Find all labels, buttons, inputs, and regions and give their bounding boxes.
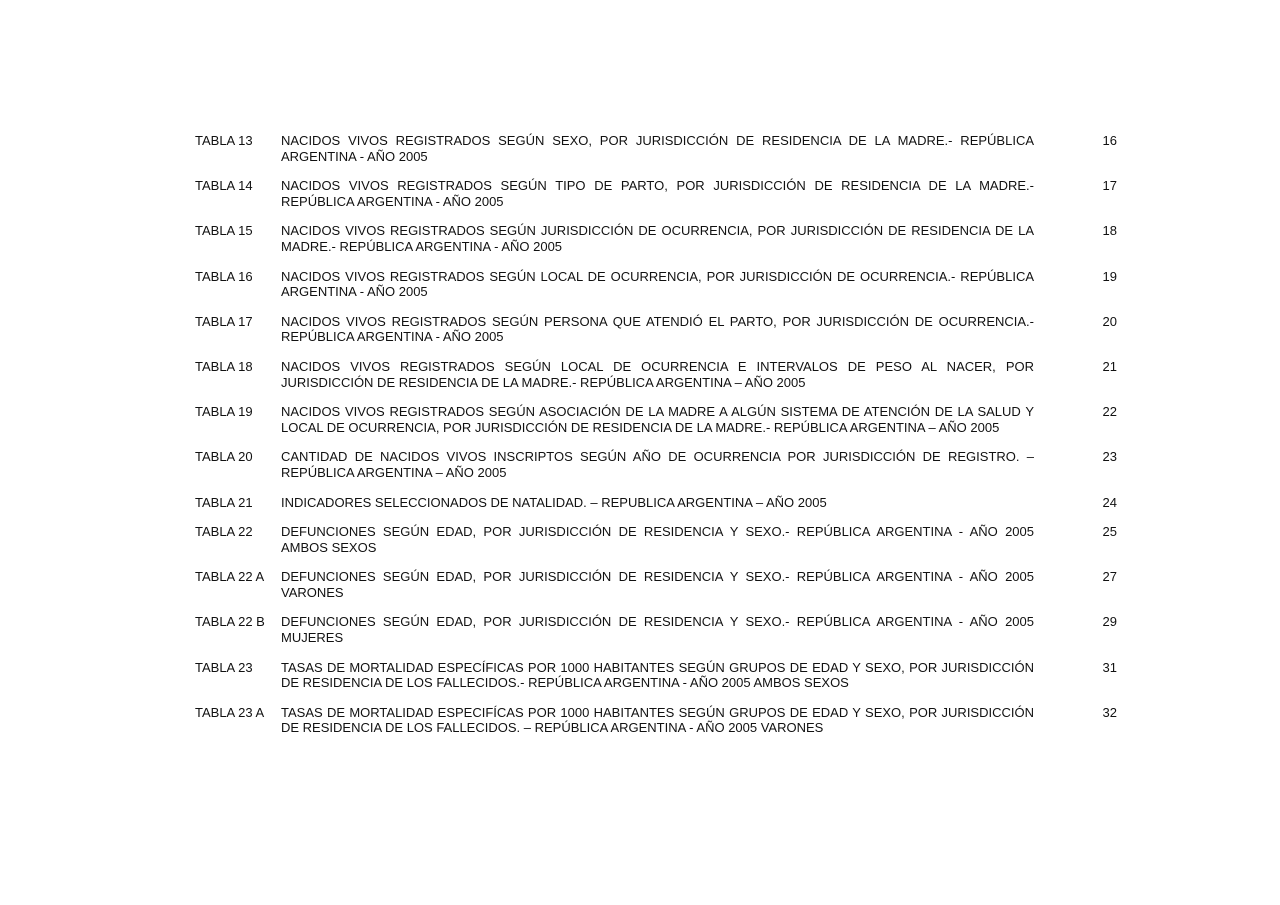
toc-entry-label: TABLA 15 bbox=[195, 223, 253, 239]
toc-entry-title: NACIDOS VIVOS REGISTRADOS SEGÚN JURISDICCIÓN DE OCURRENCIA, POR JURISDICCIÓN DE RESIDENCIA DE LA MADRE.- REPÚBLICA ARGENTINA - AÑO 2005 bbox=[281, 223, 1034, 254]
toc-entry bbox=[195, 614, 1125, 645]
toc-entry-title: INDICADORES SELECCIONADOS DE NATALIDAD. – REPUBLICA ARGENTINA – AÑO 2005 bbox=[281, 494, 827, 510]
toc-entry bbox=[195, 495, 1125, 511]
toc-entry-title: NACIDOS VIVOS REGISTRADOS SEGÚN PERSONA QUE ATENDIÓ EL PARTO, POR JURISDICCIÓN DE OCURRENCIA.- REPÚBLICA ARGENTINA - AÑO 2005 bbox=[281, 313, 1034, 345]
toc-entry bbox=[195, 569, 1125, 600]
toc-entry-page-number: 21 bbox=[1102, 358, 1117, 374]
toc-entry-label: TABLA 22 bbox=[195, 524, 253, 540]
toc-entry-label: TABLA 23 bbox=[195, 659, 253, 675]
toc-entry-title: NACIDOS VIVOS REGISTRADOS SEGÚN LOCAL DE OCURRENCIA, POR JURISDICCIÓN DE OCURRENCIA.- REPÚBLICA ARGENTINA - AÑO 2005 bbox=[281, 268, 1034, 300]
toc-entry-page-number: 31 bbox=[1102, 659, 1117, 675]
toc-entry bbox=[195, 705, 1125, 736]
toc-entry-page-number: 18 bbox=[1102, 223, 1117, 239]
toc-entry-label: TABLA 14 bbox=[195, 178, 253, 194]
toc-entry-page-number: 32 bbox=[1102, 704, 1117, 720]
toc-entry-title: NACIDOS VIVOS REGISTRADOS SEGÚN SEXO, POR JURISDICCIÓN DE RESIDENCIA DE LA MADRE.- REPÚBLICA ARGENTINA - AÑO 2005 bbox=[281, 133, 1034, 164]
toc-entry bbox=[195, 178, 1125, 209]
toc-entry-label: TABLA 22 A bbox=[195, 569, 265, 585]
toc-entry-title: DEFUNCIONES SEGÚN EDAD, POR JURISDICCIÓN DE RESIDENCIA Y SEXO.- REPÚBLICA ARGENTINA - AÑO 2005 VARONES bbox=[281, 569, 1034, 600]
toc-entry-label: TABLA 19 bbox=[195, 404, 253, 420]
toc-entry-title: CANTIDAD DE NACIDOS VIVOS INSCRIPTOS SEGÚN AÑO DE OCURRENCIA POR JURISDICCIÓN DE REGISTRO. – REPÚBLICA ARGENTINA – AÑO 2005 bbox=[281, 449, 1034, 480]
table-of-contents bbox=[195, 133, 1125, 750]
toc-entry-title: NACIDOS VIVOS REGISTRADOS SEGÚN TIPO DE PARTO, POR JURISDICCIÓN DE RESIDENCIA DE LA MADRE.- REPÚBLICA ARGENTINA - AÑO 2005 bbox=[281, 178, 1034, 209]
toc-entry bbox=[195, 524, 1125, 555]
toc-entry-label: TABLA 21 bbox=[195, 494, 253, 510]
toc-entry-title: TASAS DE MORTALIDAD ESPECÍFICAS POR 1000 HABITANTES SEGÚN GRUPOS DE EDAD Y SEXO, POR JURISDICCIÓN DE RESIDENCIA DE LOS FALLECIDOS.- REPÚBLICA ARGENTINA - AÑO 2005 AMBOS SEXOS bbox=[281, 659, 1034, 691]
toc-entry-title: DEFUNCIONES SEGÚN EDAD, POR JURISDICCIÓN DE RESIDENCIA Y SEXO.- REPÚBLICA ARGENTINA - AÑO 2005 AMBOS SEXOS bbox=[281, 524, 1034, 555]
toc-entry bbox=[195, 359, 1125, 390]
toc-entry-label: TABLA 17 bbox=[195, 313, 253, 329]
toc-entry-page-number: 29 bbox=[1102, 614, 1117, 630]
toc-entry-label: TABLA 20 bbox=[195, 449, 253, 465]
toc-entry-page-number: 25 bbox=[1102, 524, 1117, 540]
toc-entry-title: TASAS DE MORTALIDAD ESPECIFÍCAS POR 1000 HABITANTES SEGÚN GRUPOS DE EDAD Y SEXO, POR JURISDICCIÓN DE RESIDENCIA DE LOS FALLECIDOS. – REPÚBLICA ARGENTINA - AÑO 2005 VARONES bbox=[281, 704, 1034, 736]
toc-entry-label: TABLA 18 bbox=[195, 358, 253, 374]
toc-entry bbox=[195, 223, 1125, 254]
toc-entry bbox=[195, 449, 1125, 480]
toc-entry-title: DEFUNCIONES SEGÚN EDAD, POR JURISDICCIÓN DE RESIDENCIA Y SEXO.- REPÚBLICA ARGENTINA - AÑO 2005 MUJERES bbox=[281, 614, 1034, 646]
toc-entry-page-number: 27 bbox=[1102, 569, 1117, 585]
toc-entry-page-number: 16 bbox=[1102, 133, 1117, 148]
toc-entry-page-number: 17 bbox=[1102, 178, 1117, 194]
toc-entry-label: TABLA 22 B bbox=[195, 614, 265, 630]
toc-entry-page-number: 22 bbox=[1102, 404, 1117, 420]
toc-entry-title: NACIDOS VIVOS REGISTRADOS SEGÚN LOCAL DE OCURRENCIA E INTERVALOS DE PESO AL NACER, POR JURISDICCIÓN DE RESIDENCIA DE LA MADRE.- REPÚBLICA ARGENTINA – AÑO 2005 bbox=[281, 358, 1034, 390]
toc-entry-page-number: 24 bbox=[1102, 494, 1117, 510]
toc-entry-label: TABLA 23 A bbox=[195, 704, 265, 720]
toc-entry bbox=[195, 404, 1125, 435]
toc-entry-page-number: 23 bbox=[1102, 449, 1117, 465]
toc-entry bbox=[195, 314, 1125, 345]
toc-entry-title: NACIDOS VIVOS REGISTRADOS SEGÚN ASOCIACIÓN DE LA MADRE A ALGÚN SISTEMA DE ATENCIÓN DE LA SALUD Y LOCAL DE OCURRENCIA, POR JURISDICCIÓN DE RESIDENCIA DE LA MADRE.- REPÚBLICA ARGENTINA – AÑO 2005 bbox=[281, 404, 1034, 435]
toc-entry-page-number: 19 bbox=[1102, 268, 1117, 284]
toc-entry-label: TABLA 13 bbox=[195, 133, 253, 148]
toc-entry bbox=[195, 133, 1125, 164]
toc-entry bbox=[195, 269, 1125, 300]
toc-entry bbox=[195, 660, 1125, 691]
toc-entry-label: TABLA 16 bbox=[195, 268, 253, 284]
toc-entry-page-number: 20 bbox=[1102, 313, 1117, 329]
